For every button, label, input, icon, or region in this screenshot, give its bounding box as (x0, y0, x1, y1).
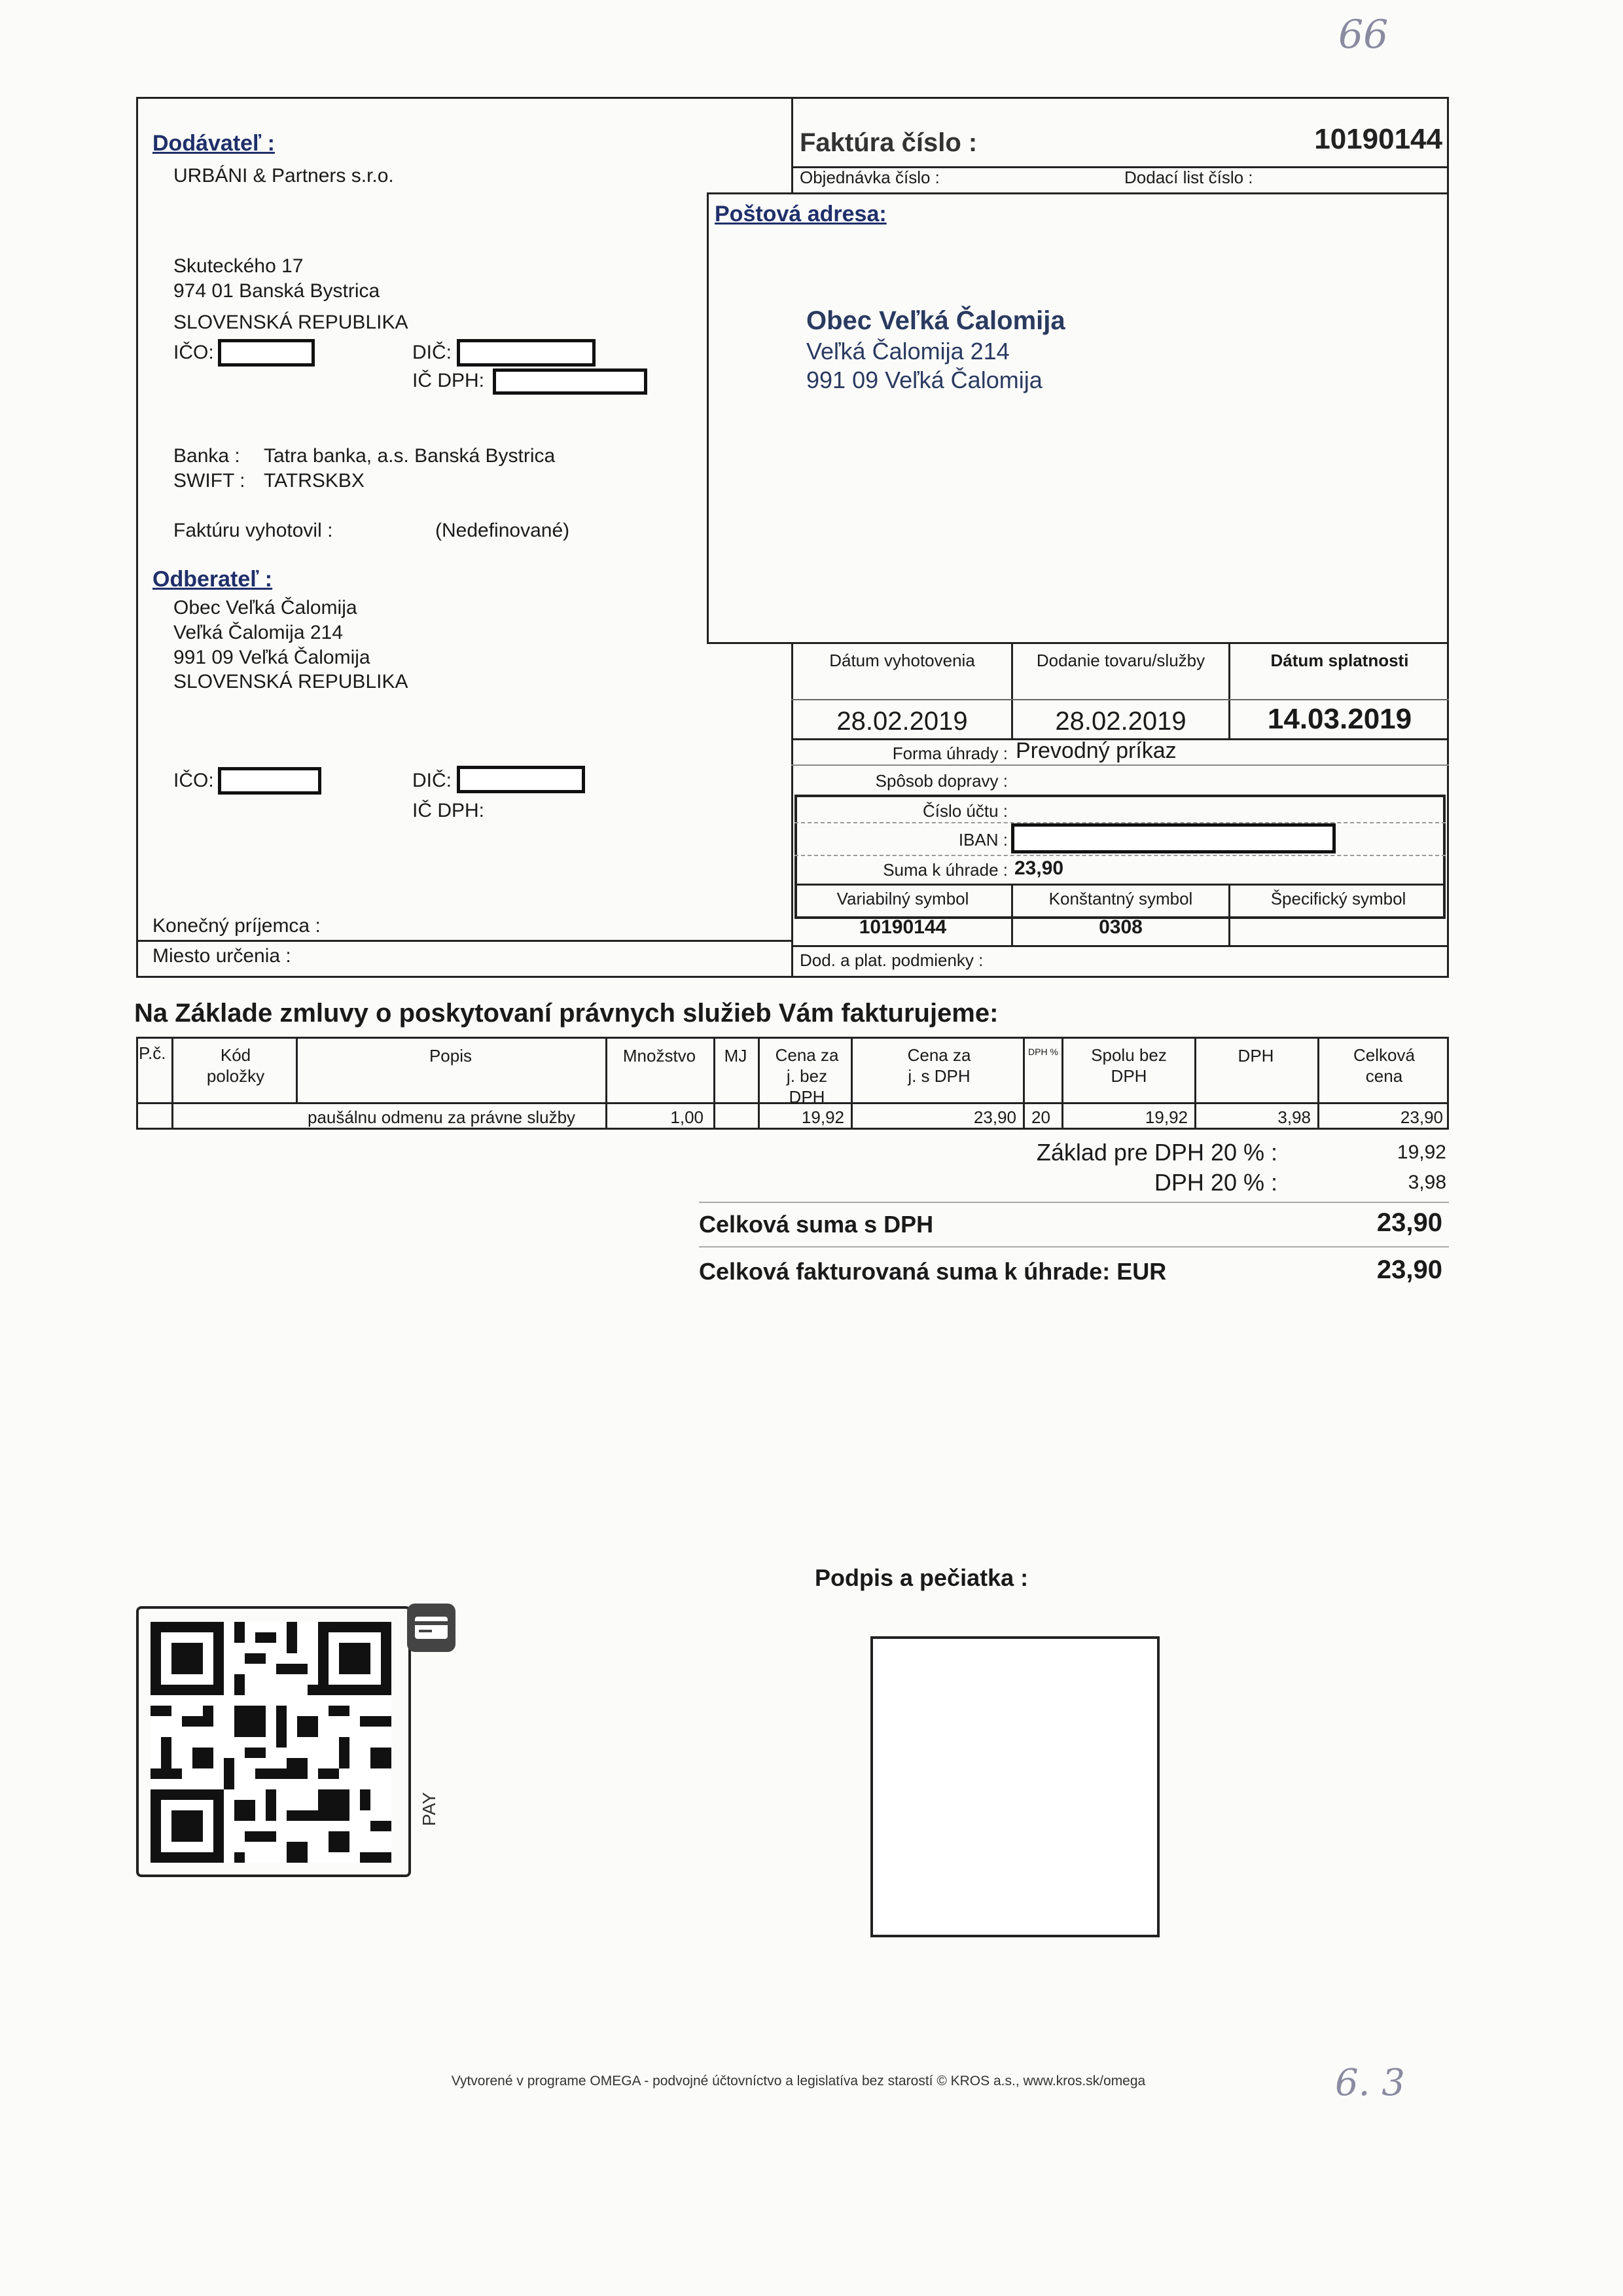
iban-redacted (1011, 823, 1336, 853)
variable-symbol: 10190144 (859, 916, 947, 938)
iban-line (794, 855, 1446, 856)
bank-value: Tatra banka, a.s. Banská Bystrica (264, 445, 556, 467)
customer-dic-label: DIČ: (412, 770, 452, 791)
supplier-icdph-redacted (493, 368, 647, 395)
symbols-top-line (794, 884, 1446, 886)
summary-divider (699, 1202, 1449, 1203)
supplier-icdph-label: IČ DPH: (412, 370, 485, 391)
row-vat-pct: 20 (1031, 1107, 1050, 1127)
handwritten-page-number: 66 (1338, 12, 1389, 58)
top-divider (791, 97, 793, 192)
delivery-note-label: Dodací list číslo : (1124, 168, 1253, 187)
supplier-dic-label: DIČ: (412, 342, 452, 363)
invoiced-total: 23,90 (1376, 1255, 1442, 1284)
row-description: paušálnu odmenu za právne služby (308, 1107, 576, 1127)
method-line (791, 764, 1449, 766)
col-header-mj: MJ (724, 1046, 747, 1066)
items-heading: Na Základe zmluvy o poskytovaní právnych služieb Vám fakturujeme: (134, 999, 999, 1028)
col-header-pc: P.č. (139, 1043, 166, 1063)
col-header-vat: DPH (1238, 1046, 1274, 1066)
col-header-total-net: Spolu bez DPH (1091, 1045, 1167, 1086)
invoice-number: 10190144 (1314, 123, 1442, 155)
supplier-ico-redacted (218, 339, 315, 367)
issued-by-value: (Nedefinované) (435, 520, 570, 541)
customer-label: Odberateľ : (152, 567, 273, 592)
row-total: 23,90 (1400, 1107, 1443, 1127)
row-unit-net: 19,92 (801, 1107, 844, 1127)
col-header-total: Celková cena (1353, 1045, 1415, 1086)
due-date-label: Dátum splatnosti (1270, 651, 1409, 670)
vs-label: Variabilný symbol (836, 889, 969, 908)
transport-label: Spôsob dopravy : (875, 771, 1008, 791)
supplier-country: SLOVENSKÁ REPUBLIKA (173, 312, 408, 333)
row-vat: 3,98 (1277, 1107, 1311, 1127)
terms-line (791, 945, 1449, 947)
col-header-qty: Množstvo (622, 1046, 696, 1066)
postal-label: Poštová adresa: (715, 202, 887, 226)
constant-symbol: 0308 (1099, 916, 1143, 938)
customer-city: 991 09 Veľká Čalomija (173, 647, 370, 668)
issue-date-label: Dátum vyhotovenia (829, 651, 975, 670)
customer-country: SLOVENSKÁ REPUBLIKA (173, 671, 408, 692)
amount-due: 23,90 (1014, 857, 1064, 879)
swift-label: SWIFT : (173, 470, 245, 492)
destination-label: Miesto určenia : (152, 945, 291, 967)
ks-label: Konštantný symbol (1048, 889, 1193, 908)
dates-midline (791, 699, 1449, 700)
amount-due-label: Suma k úhrade : (883, 860, 1008, 880)
supplier-city: 974 01 Banská Bystrica (173, 280, 380, 302)
postal-street: Veľká Čalomija 214 (806, 338, 1010, 365)
supplier-dic-redacted (457, 339, 596, 367)
right-column-divider (791, 644, 793, 978)
customer-ico-redacted (218, 767, 321, 795)
row-quantity: 1,00 (670, 1107, 704, 1127)
vat-base-label: Základ pre DPH 20 % : (1036, 1139, 1277, 1166)
signature-box (870, 1636, 1160, 1937)
footer-text: Vytvorené v programe OMEGA - podvojné účtovníctvo a legislatíva bez starostí © KROS a.s., www.kros.sk/omega (451, 2073, 1146, 2089)
issue-date: 28.02.2019 (836, 707, 968, 736)
postal-name: Obec Veľká Čalomija (806, 306, 1065, 335)
payment-method-label: Forma úhrady : (892, 744, 1008, 763)
payment-method: Prevodný príkaz (1016, 738, 1177, 763)
customer-ico-label: IČO: (173, 770, 214, 791)
pay-label: PAY (419, 1792, 439, 1826)
issued-by-label: Faktúru vyhotovil : (173, 520, 333, 541)
row-total-net: 19,92 (1145, 1107, 1188, 1127)
col-header-unit-gross: Cena za j. s DPH (907, 1045, 971, 1086)
supplier-label: Dodávateľ : (152, 131, 275, 156)
postal-city: 991 09 Veľká Čalomija (806, 367, 1043, 393)
col-sep (171, 1037, 173, 1130)
col-header-code: Kód položky (206, 1045, 265, 1086)
total-with-vat-label: Celková suma s DPH (699, 1211, 934, 1238)
delivery-date-label: Dodanie tovaru/služby (1036, 651, 1205, 670)
supplier-street: Skuteckého 17 (173, 255, 304, 277)
signature-label: Podpis a pečiatka : (815, 1564, 1029, 1591)
customer-icdph-label: IČ DPH: (412, 800, 485, 821)
col-header-desc: Popis (429, 1046, 473, 1066)
final-recipient-label: Konečný príjemca : (152, 915, 321, 937)
col-header-unit-net: Cena za j. bez DPH (775, 1045, 839, 1107)
delivery-date: 28.02.2019 (1055, 707, 1186, 736)
supplier-ico-label: IČO: (173, 342, 214, 363)
order-number-label: Objednávka číslo : (800, 168, 940, 187)
account-number-label: Číslo účtu : (922, 801, 1008, 821)
vat-label: DPH 20 % : (1154, 1169, 1277, 1196)
summary-divider-2 (699, 1246, 1449, 1247)
row-unit-gross: 23,90 (973, 1107, 1016, 1127)
recipient-divider (136, 940, 791, 942)
iban-label: IBAN : (958, 830, 1008, 850)
vat-value: 3,98 (1408, 1172, 1446, 1193)
due-date: 14.03.2019 (1267, 703, 1412, 735)
bank-label: Banka : (173, 445, 240, 467)
customer-dic-redacted (457, 766, 585, 793)
ss-label: Špecifický symbol (1270, 889, 1406, 908)
invoice-title: Faktúra číslo : (800, 128, 978, 157)
customer-name: Obec Veľká Čalomija (173, 597, 357, 619)
invoiced-total-label: Celková fakturovaná suma k úhrade: EUR (699, 1258, 1167, 1285)
total-with-vat: 23,90 (1376, 1208, 1442, 1237)
postal-address-box (707, 192, 1449, 644)
supplier-name: URBÁNI & Partners s.r.o. (173, 165, 394, 187)
col-header-vat-pct: DPH % (1028, 1047, 1058, 1057)
terms-label: Dod. a plat. podmienky : (800, 950, 984, 970)
swift-value: TATRSKBX (264, 470, 365, 492)
vat-base-value: 19,92 (1397, 1141, 1446, 1163)
pay-card-icon (406, 1602, 457, 1653)
handwritten-note: 6. 3 (1335, 2062, 1405, 2104)
qr-code (151, 1622, 391, 1863)
customer-street: Veľká Čalomija 214 (173, 622, 343, 643)
